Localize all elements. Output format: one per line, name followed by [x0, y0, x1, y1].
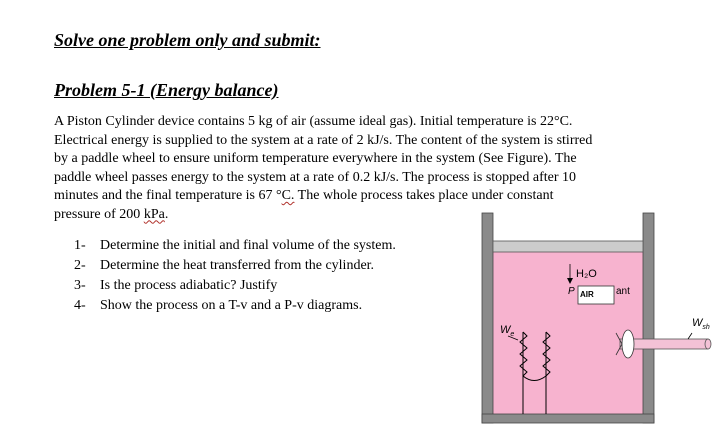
statement-line-3: by a paddle wheel to ensure uniform temperature everywhere in the system (See Figure). The — [54, 151, 577, 166]
question-text: Show the process on a T-v and a P-v diagrams. — [100, 298, 363, 313]
electrical-work-subscript: e — [510, 331, 515, 339]
question-list — [74, 236, 396, 316]
pressure-label: P — [568, 286, 575, 297]
question-text: Is the process adiabatic? Justify — [100, 278, 278, 293]
air-fluid-region — [493, 252, 643, 414]
electrical-work-symbol: W — [500, 324, 511, 336]
question-number: 3- — [74, 278, 86, 293]
cylinder-right-wall — [643, 213, 654, 423]
spellcheck-flagged-word[interactable]: C. — [281, 188, 295, 203]
cylinder-bottom — [482, 414, 654, 423]
shaft-work-symbol: W — [692, 317, 703, 329]
piston-cylinder-figure — [470, 200, 720, 425]
question-text: Determine the heat transferred from the cylinder. — [100, 258, 375, 273]
list-item — [74, 236, 396, 256]
statement-line-4: paddle wheel passes energy to the system at a rate of 0.2 kJ/s. The process is stopped after 10 — [54, 169, 577, 185]
statement-line-5-part-a: minutes and the final temperature is 67 ° — [54, 188, 282, 203]
electrical-work-label — [500, 324, 514, 338]
statement-line-6-part-c: . — [164, 206, 169, 222]
spellcheck-flagged-word[interactable]: kPa — [143, 206, 165, 222]
statement-line-2: Electrical energy is supplied to the system at a rate of 2 kJ/s. The content of the system is stirred — [54, 132, 593, 148]
shaft-work-subscript: sh — [702, 324, 710, 332]
piston-cylinder-diagram — [470, 200, 720, 425]
piston — [493, 241, 643, 252]
question-text: Determine the initial and final volume of the system. — [100, 238, 396, 253]
wsh-leader-line — [688, 333, 692, 339]
list-item — [74, 276, 396, 296]
shaft-end — [705, 339, 711, 349]
assignment-heading: Solve one problem only and submit: — [54, 30, 321, 50]
problem-title: Problem 5-1 (Energy balance) — [54, 80, 279, 100]
cylinder-left-wall — [482, 213, 493, 423]
question-number: 4- — [74, 298, 86, 313]
air-label: AIR — [580, 290, 594, 299]
list-item — [74, 296, 396, 316]
shaft-work-label — [692, 317, 710, 331]
paddle-blade — [622, 330, 634, 358]
h2o-label: H₂O — [576, 268, 597, 280]
statement-line-5-part-c: The whole process takes place under constant — [294, 188, 554, 203]
question-number: 2- — [74, 258, 86, 273]
list-item — [74, 256, 396, 276]
statement-line-1: A Piston Cylinder device contains 5 kg of air (assume ideal gas). Initial temperature is 22°C. — [54, 114, 573, 129]
statement-line-6-part-a: pressure of 200 — [54, 206, 144, 222]
question-number: 1- — [74, 238, 86, 253]
constant-label: ant — [616, 286, 630, 297]
